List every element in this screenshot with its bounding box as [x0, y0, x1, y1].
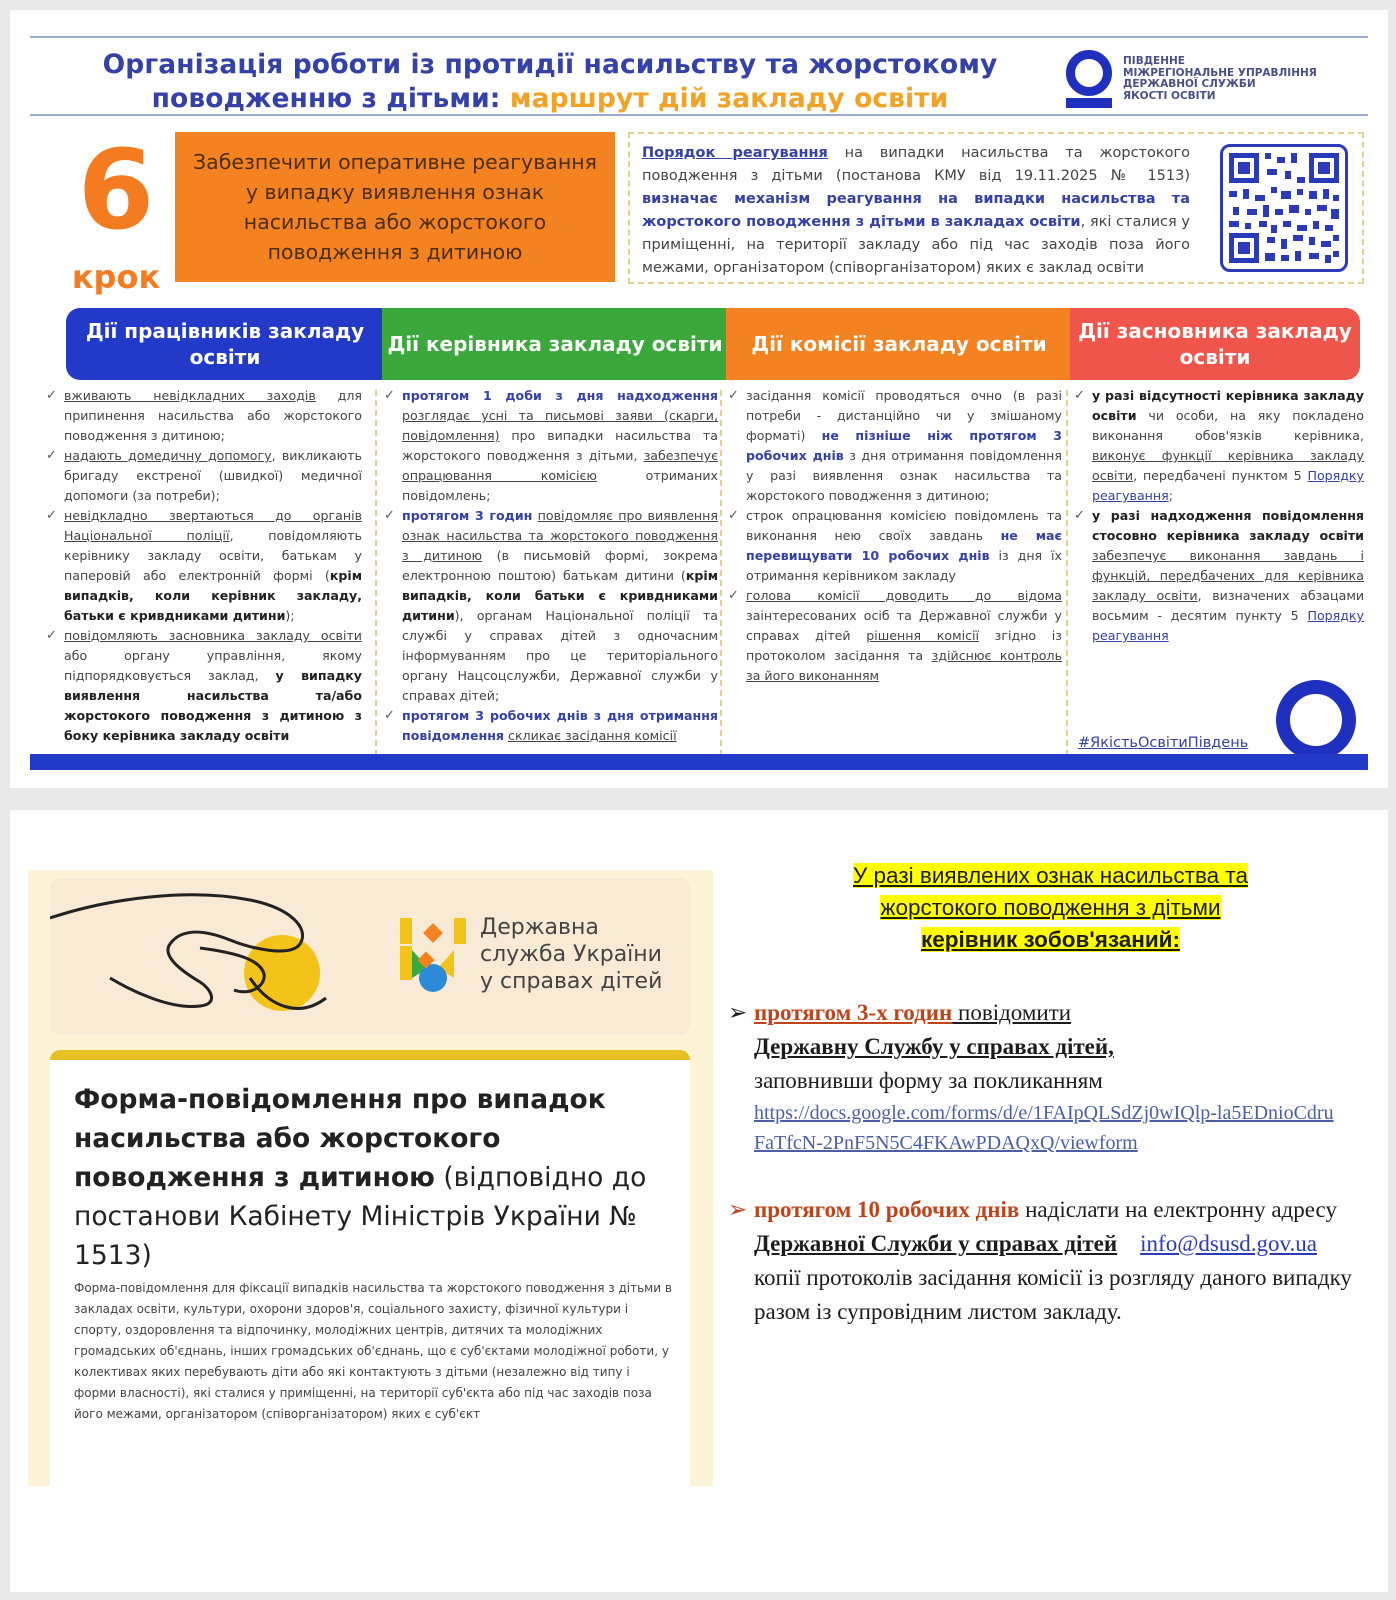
item-text-underlined: надають домедичну допомогу	[64, 448, 272, 463]
item-text: строк опрацювання комісією повідомлень та виконання нею своїх завдань	[746, 508, 1062, 543]
notice-heading-line: жорстокого поводження з дітьми	[880, 895, 1221, 920]
top-divider	[30, 36, 1368, 38]
poster-title	[70, 48, 1030, 116]
agency-logo	[1066, 50, 1112, 112]
list-item	[1074, 506, 1364, 646]
item-text: , передбачені пунктом 5	[1133, 468, 1308, 483]
title-line-2	[70, 82, 1030, 116]
notice-heading	[728, 860, 1373, 956]
point-text: надіслати на електронну адресу	[1019, 1197, 1337, 1222]
deadline-text: протягом 10 робочих днів	[754, 1197, 1020, 1222]
item-text-bold: протягом 3 робочих днів з дня отримання повідомлення	[402, 708, 718, 743]
column-header-commission: Дії комісії закладу освіти	[726, 308, 1072, 380]
item-text-underlined: здійснює контроль за його виконанням	[746, 648, 1062, 683]
step-description: Забезпечити оперативне реагування у випадку виявлення ознак насильства або жорстокого поводження з дитиною	[175, 132, 615, 282]
order-text-part: , які сталися у приміщенні, на території закладу або під час заходів поза його межами, організатором (співорганізатором) яких є заклад освіти	[642, 214, 1190, 276]
item-text: або органу управління, якому підпорядковується заклад,	[64, 648, 362, 683]
form-banner	[50, 878, 690, 1035]
title-line-1: Організація роботи із протидії насильству та жорстокому	[102, 49, 998, 80]
agency-children-logo-icon	[398, 916, 468, 996]
agency-children-name	[480, 914, 662, 995]
item-text-underlined: розглядає усні та письмові заяви (скарги, повідомлення)	[402, 408, 718, 443]
item-text-underlined: рішення комісії	[866, 628, 979, 643]
item-text-underlined: скликає засідання комісії	[508, 728, 677, 743]
order-text-part: на випадки насильства та жорстокого поводження з дітьми (постанова КМУ від 19.11.2025 № 1513)	[642, 145, 1190, 184]
order-text	[642, 142, 1190, 280]
notice-heading-line: керівник зобов'язаний:	[920, 927, 1180, 952]
item-text-underlined: забезпечує опрацювання комісією	[402, 448, 718, 483]
item-text-bold: не пізніше ніж протягом 3 робочих днів	[746, 428, 1062, 463]
list-item	[46, 506, 362, 626]
column-header-founder: Дії засновника закладу освіти	[1070, 308, 1360, 380]
agency-name-line: у справах дітей	[480, 969, 663, 994]
item-text: чи особи, на яку покладено виконання обов'язків керівника,	[1092, 408, 1364, 443]
notice-point-2	[728, 1193, 1373, 1329]
hand-illustration-icon	[50, 878, 380, 1035]
order-link[interactable]: Порядку реагування	[1092, 608, 1364, 643]
step-label: крок	[71, 258, 161, 296]
item-text-bold: у випадку виявлення насильства та/або жорстокого поводження з дитиною з боку керівника закладу освіти	[64, 668, 362, 743]
form-title	[74, 1080, 674, 1275]
item-text: ), органам Національної поліції та службі у справах дітей з одночасним інформуванням про це територіального органу Нацсоцслужби, Державної служби у справах дітей;	[402, 608, 718, 703]
google-form-preview[interactable]	[28, 870, 713, 1486]
list-item	[1074, 386, 1364, 506]
list-item	[46, 386, 362, 446]
lower-panel	[10, 810, 1388, 1592]
agency-name-line: служба України	[480, 942, 662, 967]
item-text-bold: не має перевищувати 10 робочих днів	[746, 528, 1062, 563]
bottom-bar	[30, 754, 1368, 770]
form-title-normal: (відповідно до постанови Кабінету Міністрів України № 1513)	[74, 1162, 647, 1271]
form-description: Форма-повідомлення для фіксації випадків насильства та жорстокого поводження з дітьми в закладах освіти, культури, охорони здоров'я, соціального захисту, фізичної культури і спорту, оздоровлення та відпочинку, молодіжних центрів, дитячих та молодіжних громадських об'єднань, інших громадських об'єднань, що є суб'єктами молодіжної роботи, у колективах яких перебувають діти або які контактують з дітьми (незалежно від типу і форми власності), які сталися у приміщенні, на території суб'єкта або під час заходів поза його межами, організатором (співорганізатором) яких є суб'єкт	[74, 1281, 672, 1421]
item-text: , визначених абзацами восьмим - десятим пункту 5	[1092, 588, 1364, 623]
order-link[interactable]: Порядку реагування	[1092, 468, 1364, 503]
agency-name-line: ДЕРЖАВНОЇ СЛУЖБИ	[1123, 78, 1256, 90]
item-text-underlined: повідомляють засновника закладу освіти	[64, 628, 362, 643]
item-text: засідання комісії проводяться очно (в разі потреби - дистанційно чи у змішаному форматі)	[746, 388, 1062, 443]
agency-name-line: Державна	[480, 915, 599, 940]
column-divider	[720, 390, 722, 756]
list-item	[384, 706, 718, 746]
item-text: згідно із протоколом засідання та	[746, 628, 1062, 663]
order-info-box	[628, 132, 1364, 284]
item-text-underlined: повідомляє про виявлення ознак насильства та жорстокого поводження з дитиною	[402, 508, 718, 563]
point-text: заповнивши форму за покликанням	[754, 1068, 1103, 1093]
point-text: копії протоколів засідання комісії із розгляду даного випадку разом із супровідним листом закладу.	[754, 1265, 1352, 1324]
logo-ring-icon	[1066, 50, 1112, 96]
item-text-bold: крім випадків, коли батьки є кривдниками дитини	[402, 568, 718, 623]
form-content	[50, 1050, 690, 1486]
notice-point-1	[728, 996, 1373, 1159]
item-text-underlined: вживають невідкладних заходів	[64, 388, 316, 403]
list-item	[728, 586, 1062, 686]
item-text: ;	[1168, 488, 1173, 503]
column-divider	[1066, 390, 1068, 756]
list-item	[46, 446, 362, 506]
agency-name-text: Державної Служби у справах дітей	[754, 1231, 1118, 1256]
item-text-underlined: виконує функції керівника закладу освіти	[1092, 448, 1364, 483]
item-text: з дня отримання повідомлення у разі виявлення ознак насильства та жорстокого поводження з дитиною;	[746, 448, 1062, 503]
point-text: повідомити	[952, 1000, 1072, 1025]
column-divider	[375, 390, 377, 756]
order-link[interactable]: Порядок реагування	[642, 145, 828, 161]
item-text: );	[285, 608, 295, 623]
form-link[interactable]: https://docs.google.com/forms/d/e/1FAIpQLSdZj0wIQlp-la5EDnioCdruFaTfcN-2PnF5N5C4FKAwPDAQxQ/viewform	[754, 1102, 1334, 1154]
agency-name-line: ПІВДЕННЕ	[1123, 55, 1185, 67]
item-text: , викликають бригаду екстреної (швидкої) медичної допомоги (за потреби);	[64, 448, 362, 503]
item-text: із дня їх отримання керівником закладу	[746, 548, 1062, 583]
agency-name-text: Державну Службу у справах дітей,	[754, 1034, 1114, 1059]
step-number: 6	[77, 126, 155, 254]
agency-name	[1123, 56, 1363, 102]
item-text-underlined: забезпечує виконання завдань і функцій, передбачених для керівника закладу освіти	[1092, 548, 1364, 603]
infographic-poster	[10, 10, 1388, 788]
agency-name-line: ЯКОСТІ ОСВІТИ	[1123, 89, 1216, 102]
form-title-bold: Форма-повідомлення про випадок насильства або жорстокого поводження з дитиною	[74, 1084, 606, 1193]
item-text-underlined: голова комісії доводить до відома	[746, 588, 1062, 603]
qr-code-icon[interactable]	[1220, 144, 1348, 272]
item-text: для припинення насильства або жорстокого поводження з дитиною;	[64, 388, 362, 443]
title-part-a: поводженню з дітьми:	[151, 83, 501, 114]
title-part-b: маршрут дій закладу освіти	[509, 83, 949, 114]
item-text: про випадки насильства та жорстокого поводження з дітьми,	[402, 428, 718, 463]
item-text-bold: протягом 1 доби з дня надходження	[402, 388, 718, 403]
deadline-text: протягом 3-х годин	[754, 1000, 953, 1025]
column-staff-actions	[46, 386, 362, 746]
item-text: , повідомляють керівнику закладу освіти, батькам у паперовій або електронній формі (	[64, 528, 362, 583]
item-text-underlined: невідкладно звертаються до органів Національної поліції	[64, 508, 362, 543]
list-item	[384, 506, 718, 706]
column-commission-actions	[728, 386, 1062, 686]
hashtag-link[interactable]: #ЯкістьОсвітиПівдень	[1078, 735, 1249, 751]
logo-bar-icon	[1066, 98, 1112, 108]
item-text: отриманих повідомлень;	[402, 468, 718, 503]
list-item	[46, 626, 362, 746]
column-header-staff: Дії працівників закладу освіти	[66, 308, 384, 380]
arrow-icon: ➢	[728, 1000, 748, 1025]
notice-text	[728, 860, 1373, 1329]
column-founder-actions	[1074, 386, 1364, 646]
agency-name-line: МІЖРЕГІОНАЛЬНЕ УПРАВЛІННЯ	[1123, 66, 1317, 79]
column-head-actions	[384, 386, 718, 746]
item-text: (в письмовій формі, зокрема електронною поштою) батькам дитини (	[402, 548, 718, 583]
item-text-bold: у разі надходження повідомлення стосовно керівника закладу освіти	[1092, 508, 1364, 543]
ring-logo-icon	[1276, 680, 1356, 760]
item-text-bold: у разі відсутності керівника закладу освіти	[1092, 388, 1364, 423]
email-link[interactable]: info@dsusd.gov.ua	[1140, 1231, 1317, 1256]
notice-heading-line: У разі виявлених ознак насильства та	[853, 863, 1248, 888]
item-text-bold: крім випадків, коли керівник закладу, батьки є кривдниками дитини	[64, 568, 362, 623]
list-item	[384, 386, 718, 506]
list-item	[728, 506, 1062, 586]
arrow-icon: ➢	[728, 1197, 748, 1222]
item-text: заінтересованих осіб та Державної служби у справах дітей	[746, 608, 1062, 643]
item-text-bold: протягом 3 годин	[402, 508, 533, 523]
list-item	[728, 386, 1062, 506]
column-header-head: Дії керівника закладу освіти	[382, 308, 728, 380]
order-text-bold: визначає механізм реагування на випадки насильства та жорстокого поводження з дітьми в закладах освіти	[642, 191, 1190, 230]
